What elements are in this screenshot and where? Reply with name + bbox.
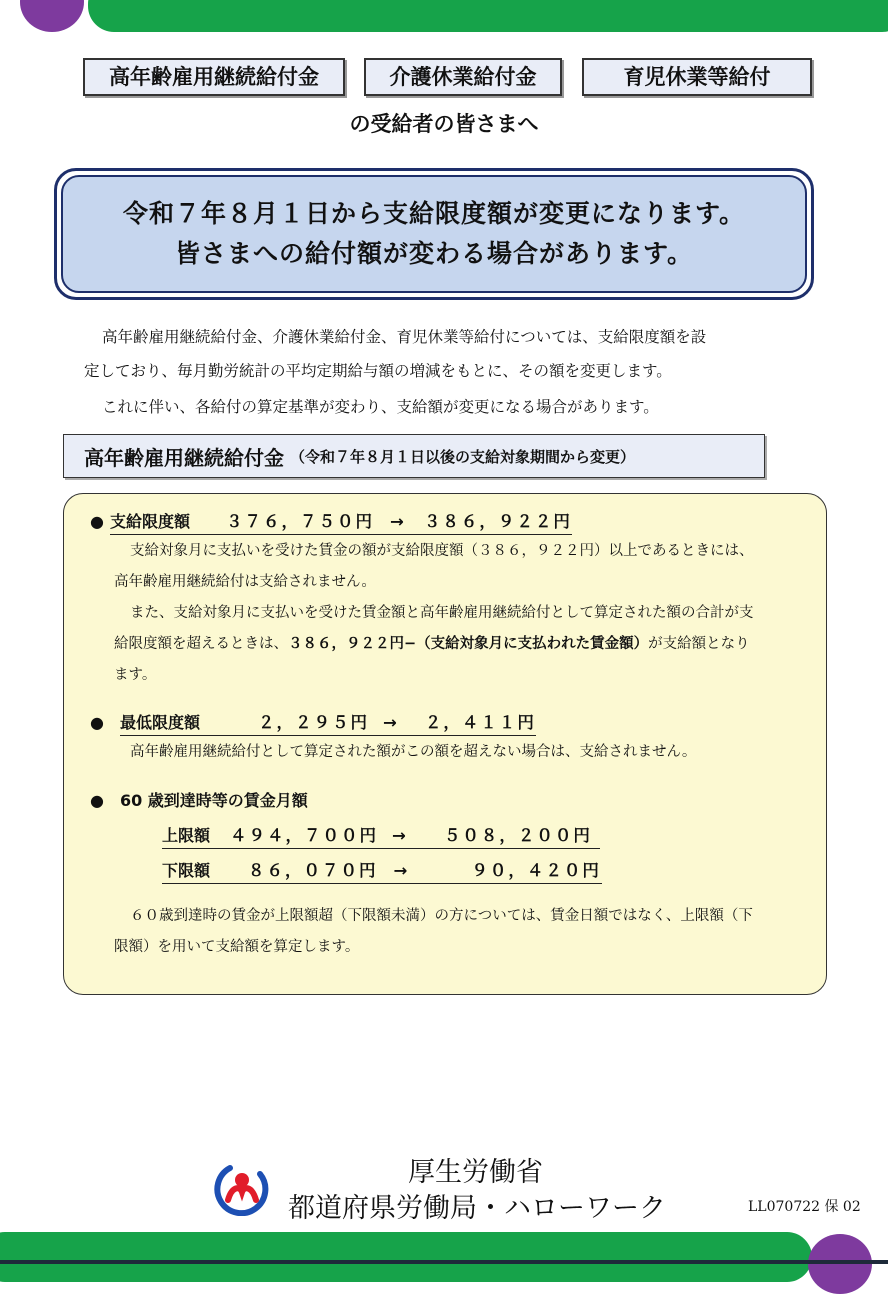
- bullet-icon: ●: [90, 512, 104, 531]
- payment-limit-change: [110, 508, 572, 535]
- bullet-icon: ●: [90, 713, 104, 732]
- lower-limit-row: [162, 857, 602, 884]
- item1-text-2: 高年齢雇用継続給付は支給されません。: [114, 574, 376, 590]
- item3-text-2: 限額）を用いて支給額を算定します。: [114, 939, 360, 955]
- intro-line-3: これに伴い、各給付の算定基準が変わり、支給額が変更になる場合があります。: [102, 398, 659, 416]
- notice-box-inner: [61, 175, 807, 293]
- payment-limit-old: ３７６，７５０円: [225, 512, 374, 531]
- section-title: 高年齢雇用継続給付金: [84, 445, 284, 470]
- payment-limit-label: 支給限度額: [109, 512, 190, 531]
- audience-subtitle: の受給者の皆さまへ: [349, 112, 539, 136]
- item-payment-limit: [90, 508, 572, 535]
- tag-family-care-leave-benefit: 介護休業給付金: [364, 58, 562, 96]
- bottom-green-bar: [0, 1232, 812, 1282]
- item1-text-4: [114, 629, 750, 660]
- intro-line-1: 高年齢雇用継続給付金、介護休業給付金、育児休業等給付については、支給限度額を設: [102, 328, 707, 346]
- document-code: LL070722 保 02: [748, 1199, 861, 1215]
- item1-text-1: 支給対象月に支払いを受けた賃金の額が支給限度額（３８６，９２２円）以上であるときには、: [130, 543, 754, 559]
- ministry-logo-icon: [214, 1160, 270, 1216]
- item-minimum-limit: [90, 709, 536, 736]
- bottom-edge-line: [0, 1260, 888, 1264]
- tag-elderly-employment-benefit: 高年齢雇用継続給付金: [83, 58, 345, 96]
- labour-offices-name: 都道府県労働局・ハローワーク: [288, 1193, 666, 1224]
- age60-wage-label: 60 歳到達時等の賃金月額: [119, 791, 308, 810]
- upper-limit-new: ５０８，２００円: [443, 826, 592, 845]
- item2-text: 高年齢雇用継続給付として算定された額がこの額を超えない場合は、支給されません。: [130, 744, 697, 760]
- tag-childcare-leave-benefit: 育児休業等給付: [582, 58, 812, 96]
- item1-text-4-post: が支給額となり: [648, 636, 750, 652]
- payment-limit-new: ３８６，９２２円: [423, 512, 572, 531]
- bullet-icon: ●: [90, 791, 104, 810]
- section-note: （令和７年８月１日以後の支給対象期間から変更）: [290, 447, 636, 466]
- top-green-bar: [88, 0, 888, 32]
- item1-text-4-pre: 給限度額を超えるときは、: [114, 636, 288, 652]
- intro-line-2: 定しており、毎月勤労統計の平均定期給与額の増減をもとに、その額を変更します。: [84, 362, 672, 380]
- arrow-icon: →: [393, 861, 410, 880]
- arrow-icon: →: [389, 512, 406, 531]
- lower-limit-new: ９０，４２０円: [471, 861, 601, 880]
- item-age60-wage: [90, 788, 308, 811]
- arrow-icon: →: [392, 826, 408, 845]
- item1-text-3: また、支給対象月に支払いを受けた賃金額と高年齢雇用継続給付として算定された額の合計が支: [130, 605, 754, 621]
- notice-box: [54, 168, 814, 300]
- payment-formula: ３８６，９２２円−（支給対象月に支払われた賃金額）: [288, 636, 649, 652]
- top-purple-circle: [20, 0, 84, 32]
- minimum-limit-old: ２，２９５円: [257, 713, 369, 732]
- minimum-limit-label: 最低限度額: [119, 713, 200, 732]
- lower-limit-old: ８６，０７０円: [248, 861, 378, 880]
- upper-limit-old: ４９４，７００円: [230, 826, 379, 845]
- minimum-limit-change: [120, 709, 536, 736]
- item3-text-1: ６０歳到達時の賃金が上限額超（下限額未満）の方については、賃金日額ではなく、上限額（下: [130, 908, 753, 924]
- upper-limit-row: [162, 822, 600, 849]
- lower-limit-label: 下限額: [162, 861, 211, 880]
- section-header: [63, 434, 765, 478]
- notice-line-2: 皆さまへの給付額が変わる場合があります。: [174, 239, 693, 268]
- ministry-name: 厚生労働省: [408, 1157, 543, 1188]
- upper-limit-label: 上限額: [162, 826, 211, 845]
- bottom-purple-circle: [808, 1234, 872, 1294]
- item1-text-5: ます。: [114, 667, 157, 683]
- minimum-limit-new: ２，４１１円: [424, 713, 536, 732]
- notice-line-1: 令和７年８月１日から支給限度額が変更になります。: [122, 199, 745, 228]
- arrow-icon: →: [382, 713, 399, 732]
